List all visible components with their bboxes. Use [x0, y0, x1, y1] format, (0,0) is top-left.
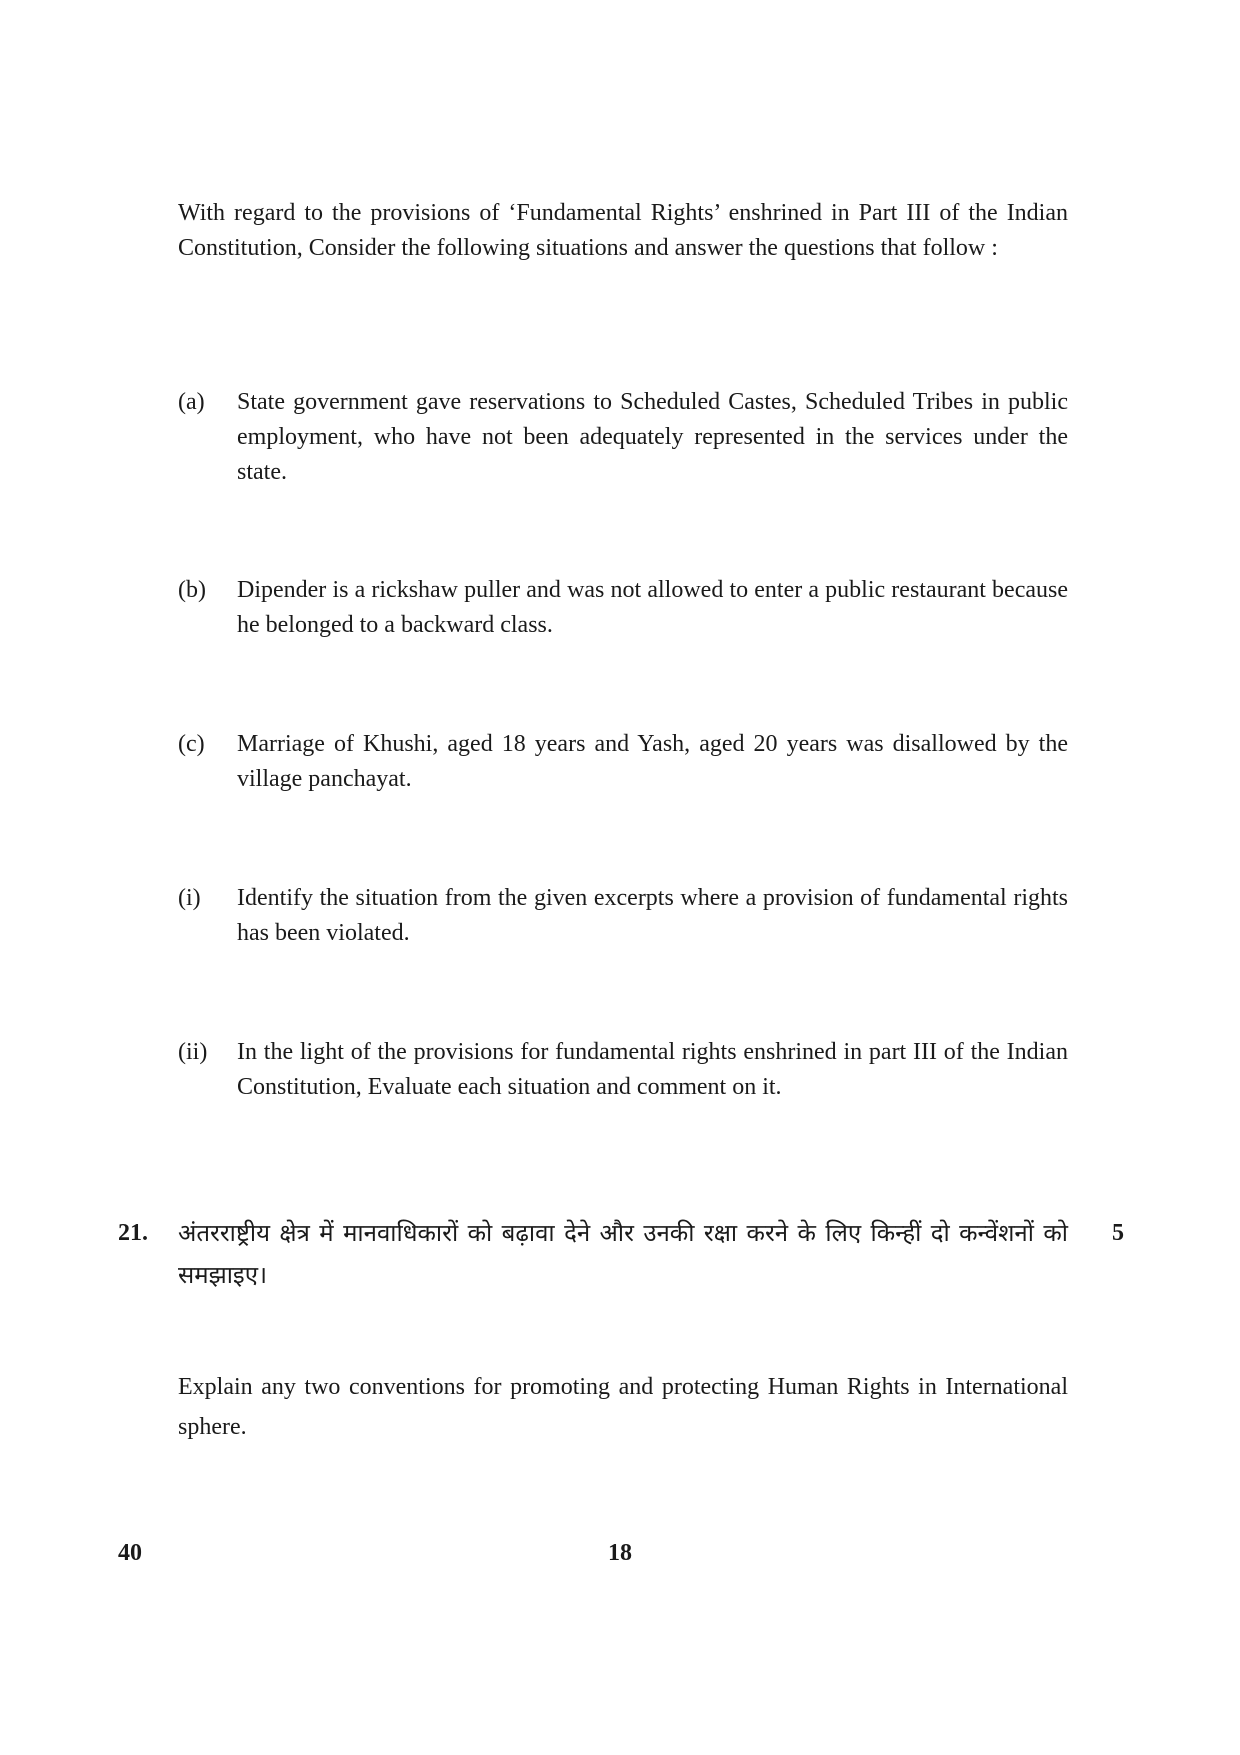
question-marks: 5 — [1112, 1220, 1124, 1246]
page-number: 18 — [608, 1540, 632, 1566]
situation-label: (a) — [178, 389, 205, 415]
situation-text: Marriage of Khushi, aged 18 years and Yash, aged 20 years was disallowed by the village panchayat. — [237, 731, 1068, 792]
question-english-text: Explain any two conventions for promoting and protecting Human Rights in International sphere. — [178, 1374, 1068, 1440]
situation-label: (b) — [178, 577, 206, 603]
question-hindi-text: अंतरराष्ट्रीय क्षेत्र में मानवाधिकारों को बढ़ावा देने और उनकी रक्षा करने के लिए किन्हीं दो कन्वेंशनों को समझाइए। — [178, 1219, 1068, 1289]
subquestion-text: In the light of the provisions for fundamental rights enshrined in part III of the Indian Constitution, Evaluate each situation and comment on it. — [237, 1039, 1068, 1100]
subquestion-text: Identify the situation from the given excerpts where a provision of fundamental rights has been violated. — [237, 885, 1068, 946]
subquestion-label: (i) — [178, 885, 201, 911]
paper-code: 40 — [118, 1540, 142, 1566]
situation-label: (c) — [178, 731, 205, 757]
situation-text: State government gave reservations to Scheduled Castes, Scheduled Tribes in public employment, who have not been adequately represented in the services under the state. — [237, 389, 1068, 485]
question-number: 21. — [118, 1220, 148, 1246]
situation-text: Dipender is a rickshaw puller and was not allowed to enter a public restaurant because he belonged to a backward class. — [237, 577, 1068, 638]
subquestion-label: (ii) — [178, 1039, 208, 1065]
question-intro-text: With regard to the provisions of ‘Fundamental Rights’ enshrined in Part III of the Indian Constitution, Consider the following situations and answer the questions that follow : — [178, 200, 1068, 261]
